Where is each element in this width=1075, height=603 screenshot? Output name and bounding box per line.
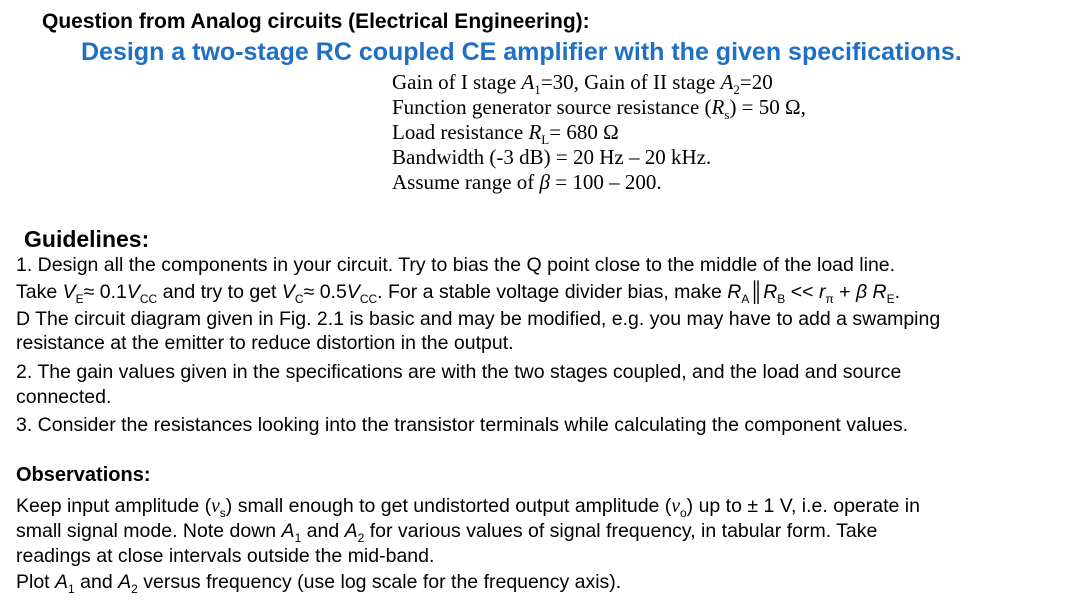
guidelines-heading: Guidelines:	[24, 226, 150, 252]
guideline-1-line-1: 1. Design all the components in your circuit. Try to bias the Q point close to the middle of the load line.	[16, 254, 896, 276]
observation-line-2: small signal mode. Note down $A_1$ and $A_2$ for various values of signal frequency, in tabular form. Take	[16, 520, 878, 545]
spec-source-resistance: Function generator source resistance $(R_s) = 50$ Ω,	[392, 95, 806, 123]
page-title: Design a two-stage RC coupled CE amplifier with the given specifications.	[81, 38, 962, 66]
observations-heading: Observations:	[16, 464, 151, 486]
observation-line-3: readings at close intervals outside the mid-band.	[16, 545, 435, 567]
spec-bandwidth: Bandwidth (-3 dB) = 20 Hz – 20 kHz.	[392, 145, 712, 169]
guideline-2-line-1: 2. The gain values given in the specifications are with the two stages coupled, and the load and source	[16, 361, 902, 383]
question-label: Question from Analog circuits (Electrical Engineering):	[42, 10, 590, 33]
guideline-1-line-3: D The circuit diagram given in Fig. 2.1 is basic and may be modified, e.g. you may have to add a swamping	[16, 308, 941, 330]
spec-beta-range: Assume range of β = 100 – 200.	[392, 170, 662, 194]
observation-line-4: Plot $A_1$ and $A_2$ versus frequency (use log scale for the frequency axis).	[16, 571, 622, 596]
observation-line-1: Keep input amplitude $(v_s)$ small enough to get undistorted output amplitude $(v_o)$ up to ± 1 V, i.e. operate in	[16, 495, 920, 520]
spec-load-resistance: Load resistance $R_L= 680$ Ω	[392, 120, 619, 148]
guideline-3-line-1: 3. Consider the resistances looking into the transistor terminals while calculating the component values.	[16, 414, 909, 436]
spec-gain: Gain of I stage $A_1=30$, Gain of II stage $A_2=20$	[392, 70, 773, 98]
guideline-1-line-4: resistance at the emitter to reduce distortion in the output.	[16, 332, 514, 354]
guideline-2-line-2: connected.	[16, 386, 112, 408]
guideline-1-line-2: Take $V_E\approx 0.1V_{CC}$ and try to get $V_C\approx 0.5V_{CC}$. For a stable voltage divider bias, make $R_A║R_B << r_\pi + \beta$ $R_E$.	[16, 281, 901, 306]
